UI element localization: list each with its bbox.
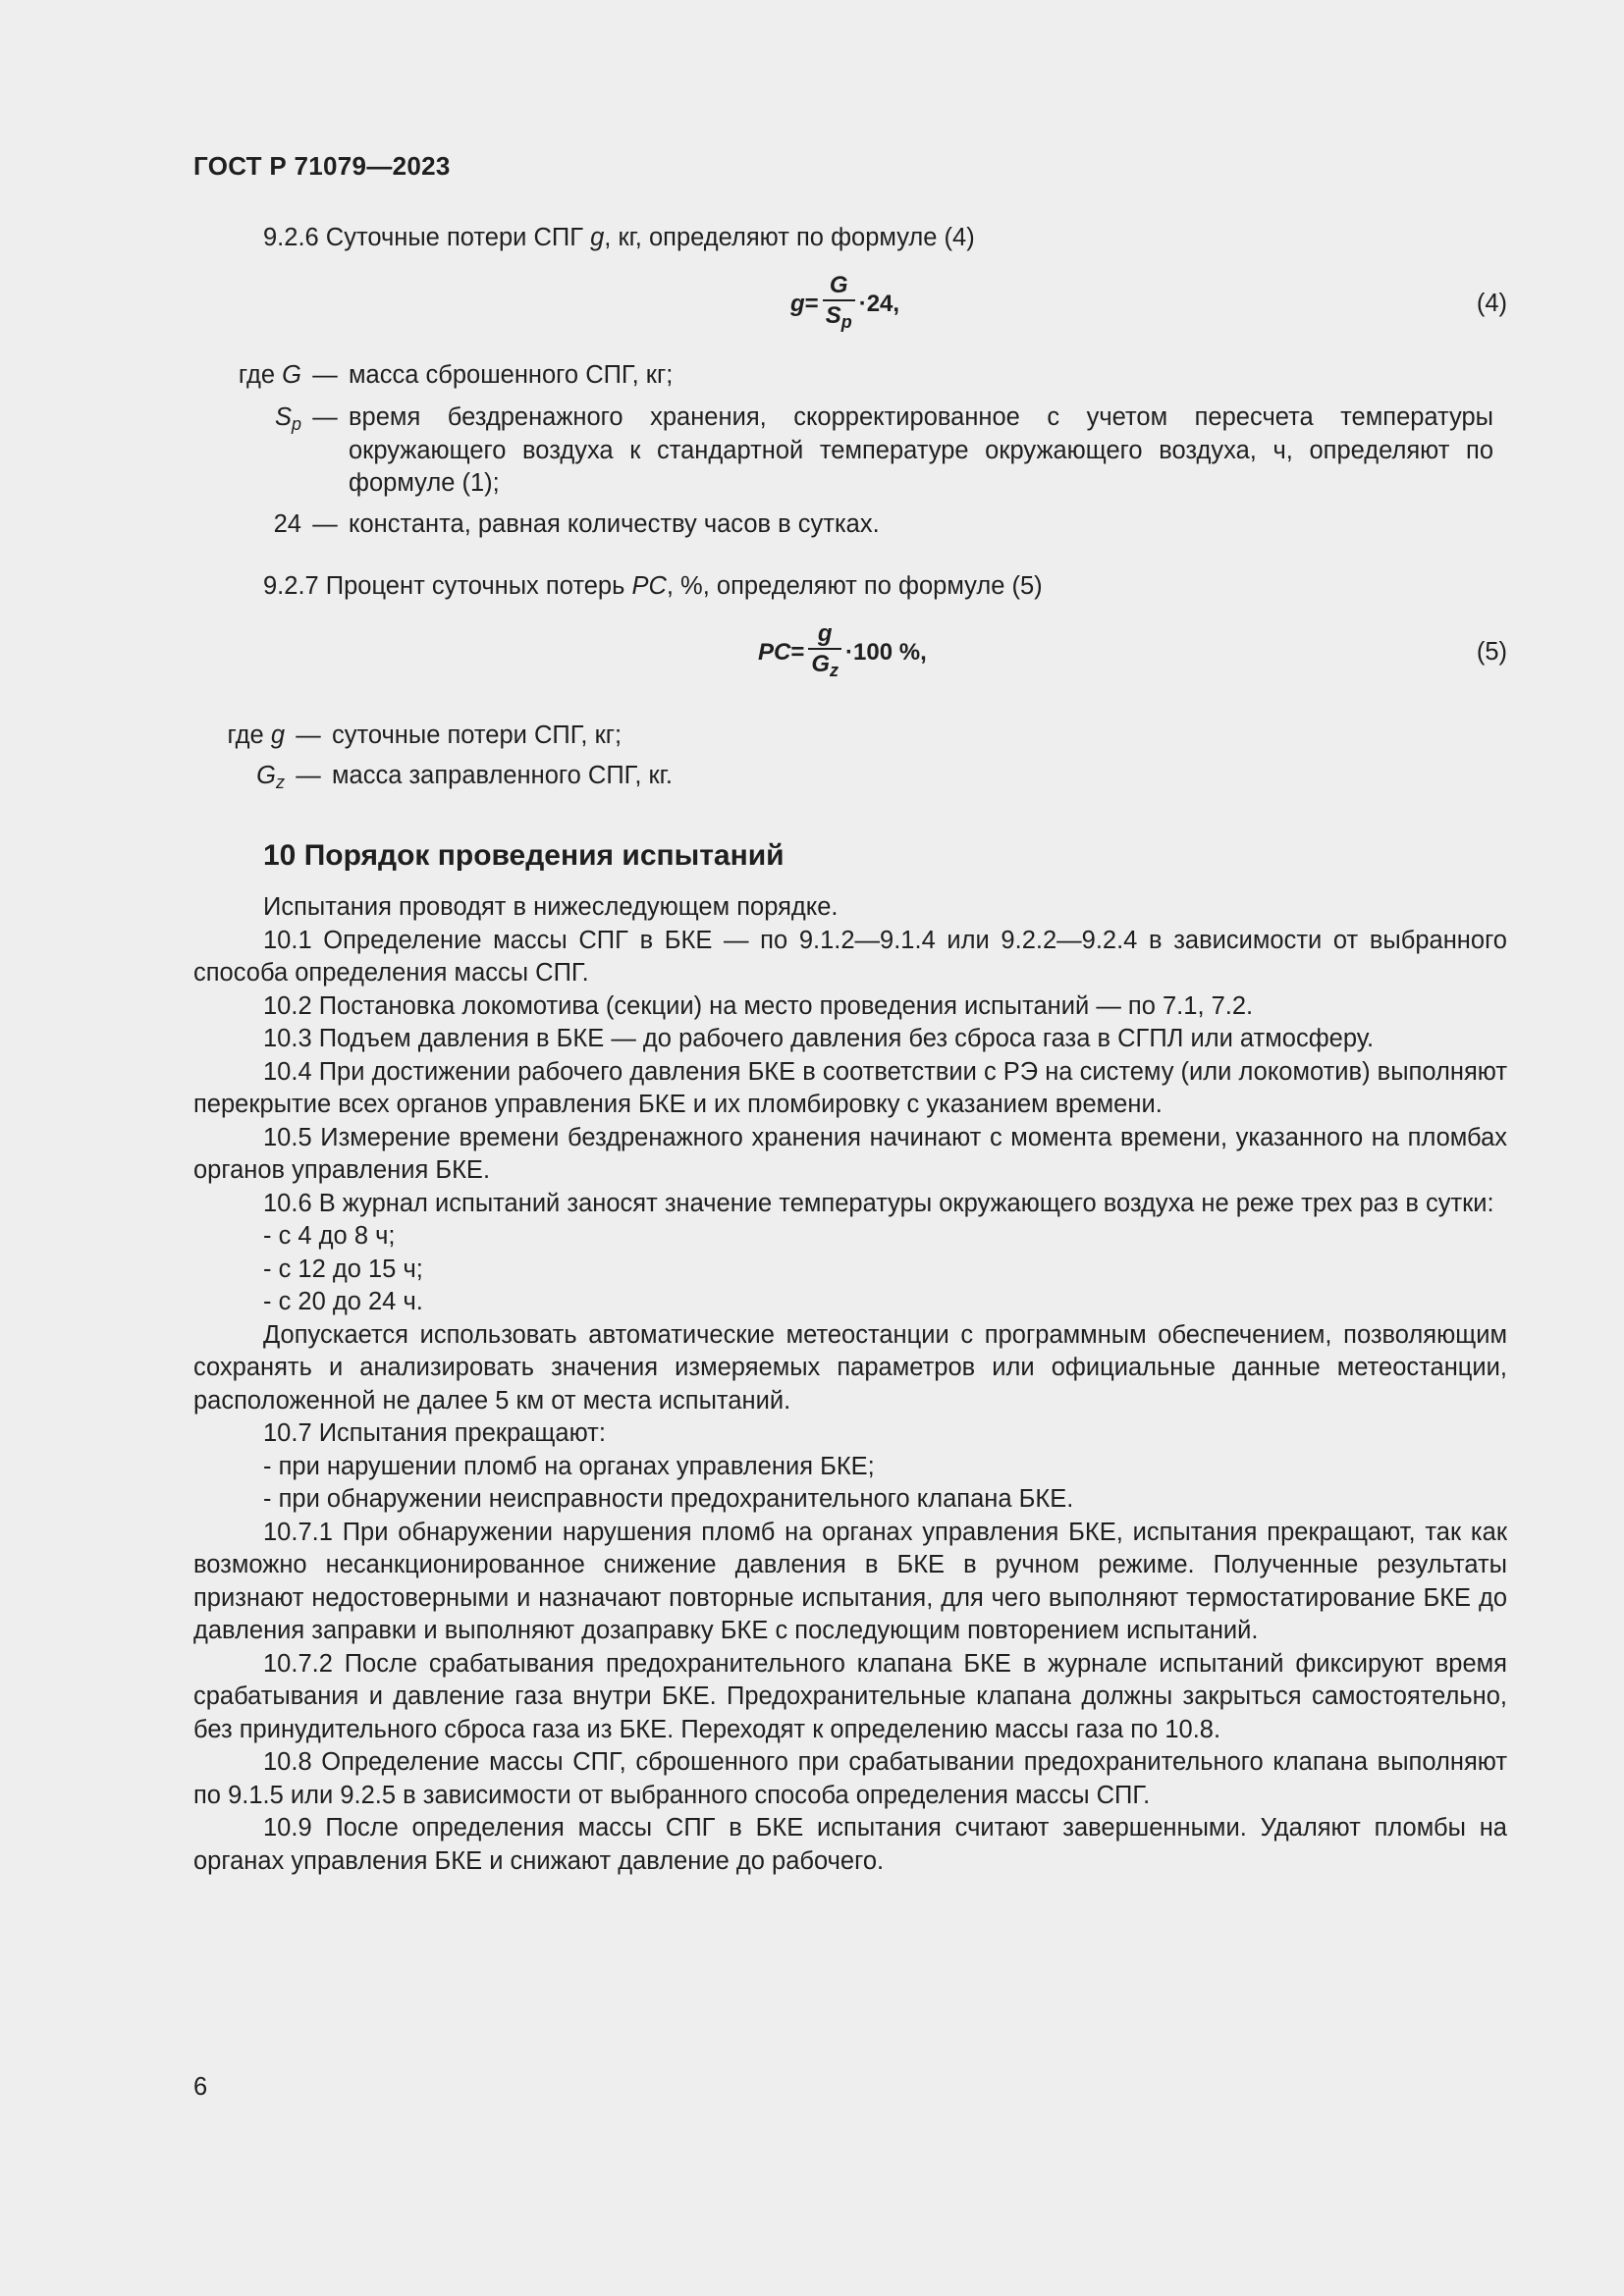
- formula-4: [193, 263, 1507, 346]
- paragraph-10-4: 10.4 При достижении рабочего давления БКЕ в соответствии с РЭ на систему (или локомотив) выполняют перекрытие всех органов управления БКЕ и их пломбировку с указанием времени.: [193, 1057, 1507, 1118]
- paragraph: Испытания проводят в нижеследующем порядке.: [263, 893, 839, 921]
- paragraph-10-3: 10.3 Подъем давления в БКЕ — до рабочего давления без сброса газа в СГПЛ или атмосферу.: [263, 1025, 1375, 1052]
- stop-list: [193, 1451, 1507, 1517]
- paragraph-10-7-2: 10.7.2 После срабатывания предохранительного клапана БКЕ в журнале испытаний фиксируют время срабатывания и давление газа внутри БКЕ. Предохранительные клапана должны закрыться самостоятельно, без принудительного сброса газа из БКЕ. Переходят к определению массы газа по 10.8.: [193, 1649, 1507, 1743]
- paragraph-10-2: 10.2 Постановка локомотива (секции) на место проведения испытаний — по 7.1, 7.2.: [263, 991, 1254, 1020]
- page-number: 6: [193, 2073, 208, 2101]
- section-10-body: [193, 891, 1507, 1878]
- paragraph-10-8: 10.8 Определение массы СПГ, сброшенного при срабатывании предохранительного клапана выполняют по 9.1.5 или 9.2.5 в зависимости от выбранного способа определения массы СПГ.: [193, 1748, 1507, 1809]
- formula-5-number: (5): [1476, 637, 1507, 666]
- list-item: - при нарушении пломб на органах управления БКЕ;: [263, 1452, 875, 1480]
- paragraph-10-5: 10.5 Измерение времени бездренажного хранения начинают с момента времени, указанного на пломбах органов управления БКЕ.: [193, 1123, 1507, 1184]
- paragraph-10-1: 10.1 Определение массы СПГ в БКЕ — по 9.1.2—9.1.4 или 9.2.2—9.2.4 в зависимости от выбранного способа определения массы СПГ.: [193, 926, 1507, 987]
- paragraph-10-7: 10.7 Испытания прекращают:: [263, 1419, 606, 1447]
- page-content: [193, 222, 1507, 1878]
- formula-5: [193, 612, 1507, 694]
- formula-4-number: (4): [1476, 289, 1507, 317]
- time-list: [193, 1220, 1507, 1319]
- formula-4-expression: g = $\frac{G}{S_p}$ ·24,: [790, 263, 899, 346]
- paragraph-9-2-6: 9.2.6 Суточные потери СПГ g, кг, определяют по формуле (4): [263, 224, 975, 251]
- paragraph-10-6: 10.6 В журнал испытаний заносят значение температуры окружающего воздуха не реже трех раз в сутки:: [263, 1189, 1494, 1217]
- list-item: - с 12 до 15 ч;: [263, 1255, 423, 1283]
- where-list-4: где G — масса сброшенного СПГ, кг; $S_p$ — время бездренажного хранения, скорректированное с учетом пересчета температуры окружающего воздуха к стандартной температуре окружающего воздуха, ч, определяют по формуле (1); 24 — константа, равная количеству часов в сутках.: [238, 360, 1493, 538]
- list-item: - с 20 до 24 ч.: [263, 1288, 423, 1315]
- formula-4-fraction: $\frac{G}{S_p}$: [823, 272, 855, 337]
- document-header: ГОСТ Р 71079—2023: [193, 151, 451, 181]
- list-item: - с 4 до 8 ч;: [263, 1222, 396, 1250]
- list-item: - при обнаружении неисправности предохранительного клапана БКЕ.: [263, 1485, 1074, 1513]
- formula-5-expression: PC = $\frac{g}{G_z}$ ·100 %,: [758, 612, 927, 694]
- section-10-heading: 10 Порядок проведения испытаний: [263, 838, 785, 872]
- paragraph-10-6-note: Допускается использовать автоматические метеостанции с программным обеспечением, позволяющим сохранять и анализировать значения измеряемых параметров или официальные данные метеостанции, расположенной не далее 5 км от места испытаний.: [193, 1320, 1507, 1415]
- where-list-5: где g — суточные потери СПГ, кг; $G_z$ — масса заправленного СПГ, кг.: [227, 721, 673, 792]
- paragraph-9-2-7: 9.2.7 Процент суточных потерь PC, %, определяют по формуле (5): [263, 572, 1043, 600]
- formula-5-fraction: $\frac{g}{G_z}$: [808, 620, 841, 685]
- paragraph-10-7-1: 10.7.1 При обнаружении нарушения пломб на органах управления БКЕ, испытания прекращают, так как возможно несанкционированное снижение давления в БКЕ в ручном режиме. Полученные результаты признают недостоверными и назначают повторные испытания, для чего выполняют термостатирование БКЕ до давления заправки и выполняют дозаправку БКЕ с последующим повторением испытаний.: [193, 1518, 1507, 1644]
- paragraph-10-9: 10.9 После определения массы СПГ в БКЕ испытания считают завершенными. Удаляют пломбы на органах управления БКЕ и снижают давление до рабочего.: [193, 1814, 1507, 1875]
